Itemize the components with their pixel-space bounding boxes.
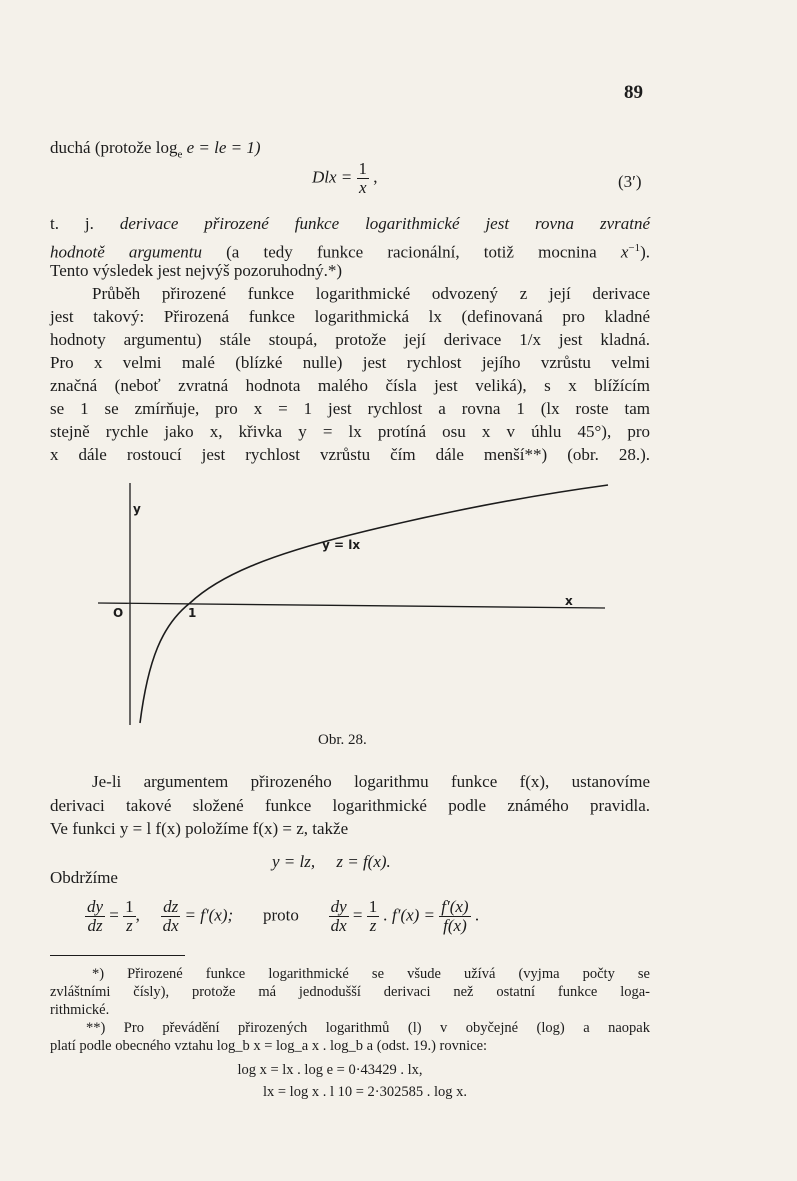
origin-label: O xyxy=(113,606,124,620)
y-axis-label: y xyxy=(133,502,141,516)
footnote-rule xyxy=(50,955,185,956)
center-equation: y = lz, z = f(x). xyxy=(272,852,391,871)
exponent: −1 xyxy=(628,242,641,254)
footnote-line: rithmické. xyxy=(50,1002,110,1018)
numerator: 1 xyxy=(368,897,378,916)
numerator: dy xyxy=(330,897,347,916)
denominator: x xyxy=(359,178,367,197)
text-line: Pro x velmi malé (blízké nulle) jest rychlost jejího vzrůstu velmi xyxy=(50,353,650,372)
numerator: dz xyxy=(163,897,179,916)
text-line: Obdržíme xyxy=(50,868,118,887)
equation-3prime xyxy=(312,160,378,197)
fraction xyxy=(161,898,180,935)
text-line: se 1 se zmírňuje, pro x = 1 jest rychlost a rovna 1 (lx roste tam xyxy=(50,399,650,418)
text-line: Ve funkci y = l f(x) položíme f(x) = z, takže xyxy=(50,819,349,838)
equals: = xyxy=(352,905,363,925)
numerator: f′(x) xyxy=(441,897,469,916)
text-line: Průběh přirozené funkce logarithmické odvozený z její derivace xyxy=(92,284,650,303)
text-line: Tento výsledek jest nejvýš pozoruhodný.*) xyxy=(50,261,343,280)
text-line: značná (neboť zvratná hodnota malého čísla jest veliká), s x blížícím xyxy=(50,376,650,395)
text-segment: (a tedy funkce racionální, totiž mocnina xyxy=(226,242,597,262)
fraction xyxy=(123,898,136,935)
text-line xyxy=(50,214,650,234)
page-number: 89 xyxy=(624,82,643,103)
equation-label: (3′) xyxy=(618,172,642,191)
x-axis-label: x xyxy=(565,594,573,608)
text-line: hodnoty argumentu) stále stoupá, protože její derivace 1/x jest kladná. xyxy=(50,330,650,349)
text-line: stejně rychle jako x, křivka y = lx protíná osu x v úhlu 45°), pro xyxy=(50,422,650,441)
figure-caption: Obr. 28. xyxy=(318,732,367,748)
numerator: 1 xyxy=(125,897,134,916)
equals: = xyxy=(109,905,119,925)
denominator: dz xyxy=(87,916,103,935)
text-segment: ). xyxy=(640,242,651,262)
fraction xyxy=(357,160,370,197)
fraction xyxy=(367,898,380,935)
fraction xyxy=(85,898,105,935)
one-label: 1 xyxy=(188,606,197,620)
denominator: dx xyxy=(162,916,179,935)
text-segment: proto xyxy=(262,905,299,925)
text-line: jest takový: Přirozená funkce logarithmická lx (definovaná pro kladné xyxy=(50,307,650,326)
curve-label: y = lx xyxy=(322,538,361,552)
comma: , xyxy=(373,167,378,187)
subscript: e xyxy=(177,148,183,161)
fraction xyxy=(439,898,470,935)
derivative-row xyxy=(85,898,645,935)
emphasis: hodnotě argumentu xyxy=(50,242,202,262)
denominator: dx xyxy=(330,916,347,935)
text-segment: . f′(x) = xyxy=(383,905,436,925)
denominator: f(x) xyxy=(443,916,467,935)
dot: . xyxy=(474,905,480,925)
text-segment: = f′(x); xyxy=(184,905,234,925)
text-line: derivaci takové složené funkce logarithmické podle známého pravidla. xyxy=(50,796,650,815)
x-axis xyxy=(98,603,605,608)
footnote-line: platí podle obecného vztahu log_b x = log_a x . log_b a (odst. 19.) rovnice: xyxy=(50,1038,488,1054)
text-line xyxy=(50,238,650,263)
footnote-line: *) Přirozené funkce logarithmické se všude užívá (vyjma počty se xyxy=(92,966,650,982)
text-line: Je-li argumentem přirozeného logarithmu funkce f(x), ustanovíme xyxy=(92,772,650,791)
footnote-equation: log x = lx . log e = 0·43429 . lx, xyxy=(237,1062,423,1078)
math-var: x xyxy=(620,242,629,262)
emphasis: derivace přirozené funkce logarithmické jest rovna zvratné xyxy=(119,214,651,233)
denominator: z xyxy=(126,916,133,935)
footnote-equation: lx = log x . l 10 = 2·302585 . log x. xyxy=(262,1084,468,1100)
footnote-line: **) Pro převádění přirozených logarithmů (l) v obyčejné (log) a naopak xyxy=(86,1020,650,1036)
text-segment: e = le = 1) xyxy=(182,138,261,157)
footnote-line: zvláštními čísly), protože má jednodušší derivaci než ostatní funkce loga- xyxy=(50,984,650,1000)
numerator: 1 xyxy=(358,159,368,178)
text-segment: t. j. xyxy=(50,214,94,233)
denominator: z xyxy=(369,916,377,935)
text-segment: duchá (protože log xyxy=(50,138,178,157)
fraction xyxy=(329,898,349,935)
comma: , xyxy=(135,905,140,925)
numerator: dy xyxy=(87,897,104,916)
equation-lhs: Dlx = xyxy=(312,167,353,187)
log-graph xyxy=(90,475,620,735)
text-line: x dále rostoucí jest rychlost vzrůstu čím dále menší**) (obr. 28.). xyxy=(50,445,650,464)
